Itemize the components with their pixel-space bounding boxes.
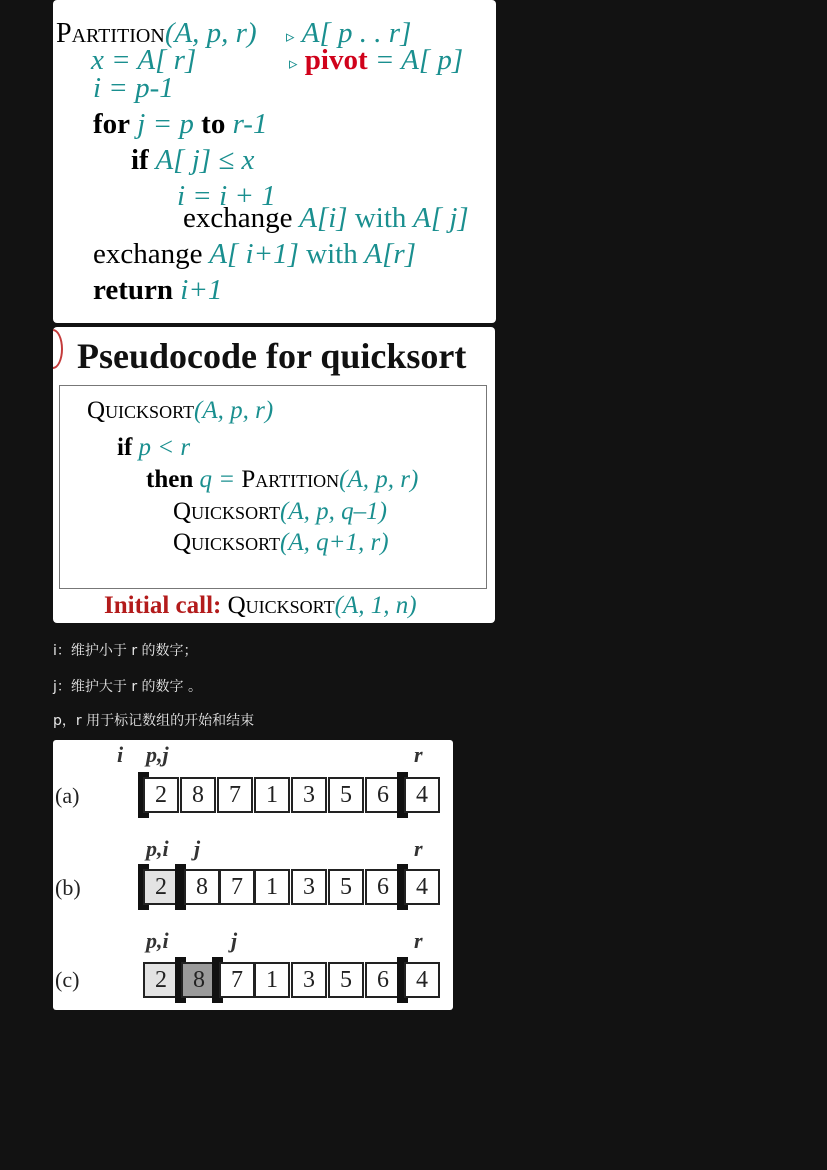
array-cell: 5 (328, 962, 364, 998)
pointer-r: r (414, 742, 423, 767)
row-label: (b) (55, 875, 81, 900)
pointer-r: r (414, 836, 423, 861)
array-cell: 1 (254, 869, 290, 905)
partition-signature: PARTITION(A, p, r) (56, 17, 257, 49)
university-seal-icon (53, 329, 63, 369)
row-label: (a) (55, 783, 80, 808)
partition-for-loop: for j = p to r-1 (93, 108, 268, 140)
array-cell: 5 (328, 869, 364, 905)
quicksort-if: if p < r (117, 434, 191, 461)
quicksort-code-panel (53, 327, 495, 623)
partition-return: return i+1 (93, 274, 223, 306)
array-cell: 6 (365, 777, 401, 813)
array-cell: 8 (184, 869, 220, 905)
partition-comment-pivot: ▹ pivot = A[ p] (289, 44, 464, 76)
array-cell: 3 (291, 962, 327, 998)
partition-line-x: x = A[ r] (91, 44, 197, 76)
pivot-cell: 4 (404, 869, 440, 905)
partition-line-i: i = p-1 (93, 72, 174, 104)
partition-comment-range: ▹ A[ p . . r] (286, 17, 412, 49)
array-cell: 1 (254, 962, 290, 998)
array-cell: 1 (254, 777, 290, 813)
quicksort-initial-call: Initial call: QUICKSORT(A, 1, n) (104, 592, 417, 619)
array-cell: 8 (181, 962, 217, 998)
quicksort-signature: QUICKSORT(A, p, r) (87, 397, 274, 424)
array-cell: 2 (143, 777, 179, 813)
array-cell: 2 (143, 869, 179, 905)
partition-if: if A[ j] ≤ x (131, 144, 255, 176)
partition-code-panel (53, 0, 496, 323)
partition-increment: i = i + 1 (177, 180, 276, 212)
pointer-p-j: p,j (146, 742, 169, 767)
pointer-p-i: p,i (146, 928, 169, 953)
array-cell: 3 (291, 777, 327, 813)
array-cell: 7 (217, 777, 253, 813)
array-cell: 2 (143, 962, 179, 998)
array-cell: 7 (219, 869, 255, 905)
array-cell: 3 (291, 869, 327, 905)
pivot-cell: 4 (404, 962, 440, 998)
partition-array-figure (53, 740, 453, 1010)
pointer-i: i (117, 742, 124, 767)
partition-exchange-inner: exchange A[i] with A[ j] (183, 202, 469, 234)
array-cell: 7 (219, 962, 255, 998)
quicksort-recursive-call-right: QUICKSORT(A, q+1, r) (173, 529, 389, 556)
pointer-j: j (194, 836, 201, 861)
quicksort-then: then q = PARTITION(A, p, r) (146, 466, 419, 493)
pointer-r: r (414, 928, 423, 953)
array-cell: 6 (365, 962, 401, 998)
pivot-cell: 4 (404, 777, 440, 813)
note-i: i：维护小于 r 的数字； (53, 643, 198, 659)
slide-title: Pseudocode for quicksort (77, 336, 467, 376)
comment-triangle-icon: ▹ (286, 27, 295, 46)
array-cell: 6 (365, 869, 401, 905)
note-j: j：维护大于 r 的数字 。 (53, 679, 202, 695)
array-cell: 8 (180, 777, 216, 813)
pointer-j: j (231, 928, 238, 953)
pointer-p-i: p,i (146, 836, 169, 861)
quicksort-code-box (59, 385, 487, 589)
partition-exchange-final: exchange A[ i+1] with A[r] (93, 238, 417, 270)
array-cell: 5 (328, 777, 364, 813)
note-pr: p，r 用于标记数组的开始和结束 (53, 713, 255, 729)
comment-triangle-icon: ▹ (289, 54, 298, 73)
row-label: (c) (55, 967, 80, 992)
quicksort-recursive-call-left: QUICKSORT(A, p, q–1) (173, 498, 387, 525)
